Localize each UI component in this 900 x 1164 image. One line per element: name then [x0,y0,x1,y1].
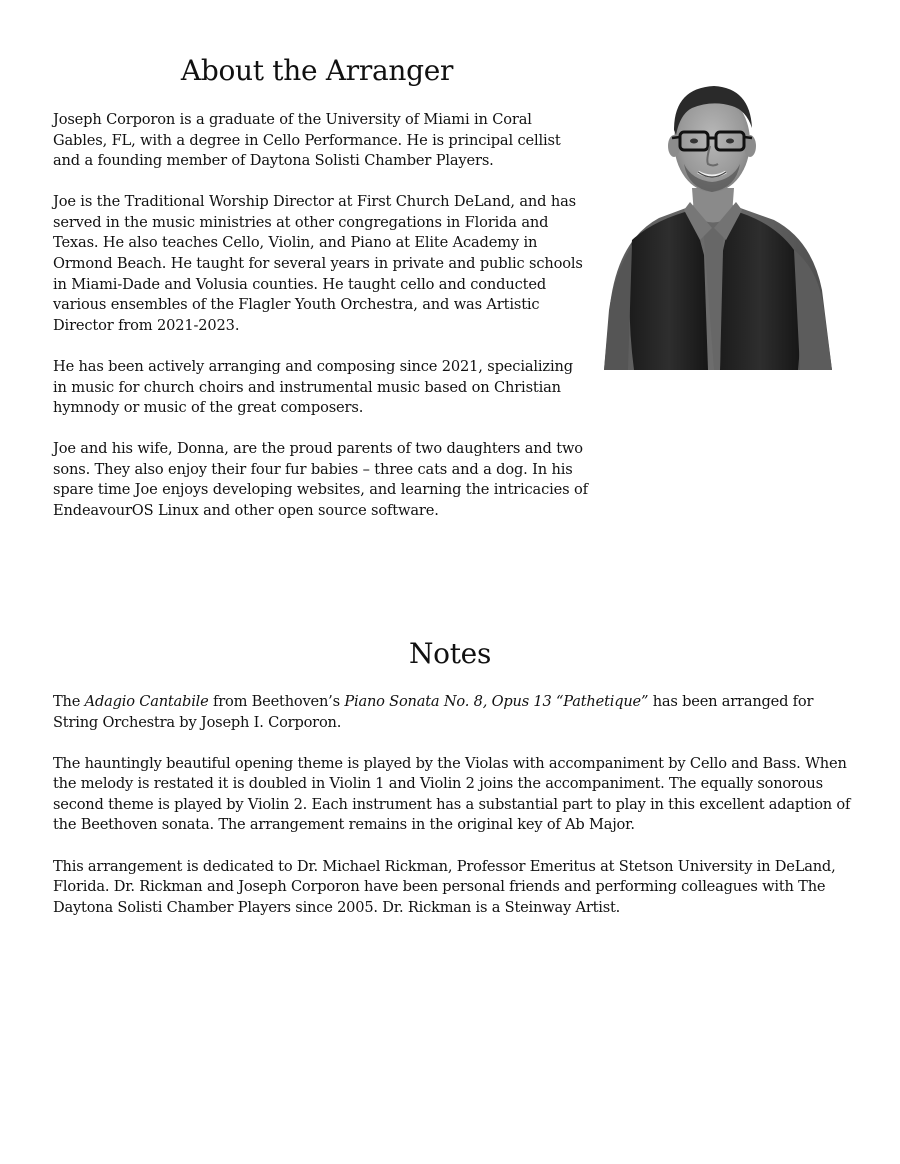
arranger-bio [53,110,588,542]
notes-p1-text-1: The [53,693,85,710]
notes-p1-text-2: from Beethoven’s [208,693,345,710]
notes-p1-sonata-title: Piano Sonata No. 8, Opus 13 “Pathetique” [344,693,649,710]
notes-p1-work-title: Adagio Cantabile [84,693,209,710]
notes-p1-text-3: has been arranged for String Orchestra by Joseph I. Corporon. [53,693,814,731]
notes-body [53,692,853,939]
notes-paragraph-3: This arrangement is dedicated to Dr. Michael Rickman, Professor Emeritus at Stetson University in DeLand, Florida. Dr. Rickman and Joseph Corporon have been personal friends and performing colleagues with The Daytona Solisti Chamber Players since 2005. Dr. Rickman is a Steinway Artist. [53,857,836,916]
notes-heading: Notes [408,637,492,670]
notes-paragraph-1 [53,692,853,733]
arranger-portrait-photo [604,80,834,370]
bio-paragraph-1: Joseph Corporon is a graduate of the University of Miami in Coral Gables, FL, with a degree in Cello Performance. He is principal cellist and a founding member of Daytona Solisti Chamber Players. [53,111,561,170]
bio-paragraph-3: He has been actively arranging and composing since 2021, specializing in music for church choirs and instrumental music based on Christian hymnody or music of the great composers. [53,357,573,417]
bio-paragraph-2: Joe is the Traditional Worship Director at First Church DeLand, and has served in the music ministries at other congregations in Florida and Texas. He also teaches Cello, Violin, and Piano at Elite Academy in Ormond Beach. He taught for several years in private and public schools in Miami-Dade and Volusia counties. He taught cello and conducted various ensembles of the Flagler Youth Orchestra, and was Artistic Director from 2021-2023. [53,193,583,334]
bio-paragraph-4: Joe and his wife, Donna, are the proud parents of two daughters and two sons. They also enjoy their four fur babies – three cats and a dog. In his spare time Joe enjoys developing websites, and learning the intricacies of EndeavourOS Linux and other open source software. [53,440,588,519]
notes-paragraph-2: The hauntingly beautiful opening theme is played by the Violas with accompaniment by Cello and Bass. When the melody is restated it is doubled in Violin 1 and Violin 2 joins the accompaniment. The equally sonorous second theme is played by Violin 2. Each instrument has a substantial part to play in this excellent adaption of the Beethoven sonata. The arrangement remains in the original key of Ab Major. [53,754,851,834]
about-arranger-heading: About the Arranger [180,54,454,87]
